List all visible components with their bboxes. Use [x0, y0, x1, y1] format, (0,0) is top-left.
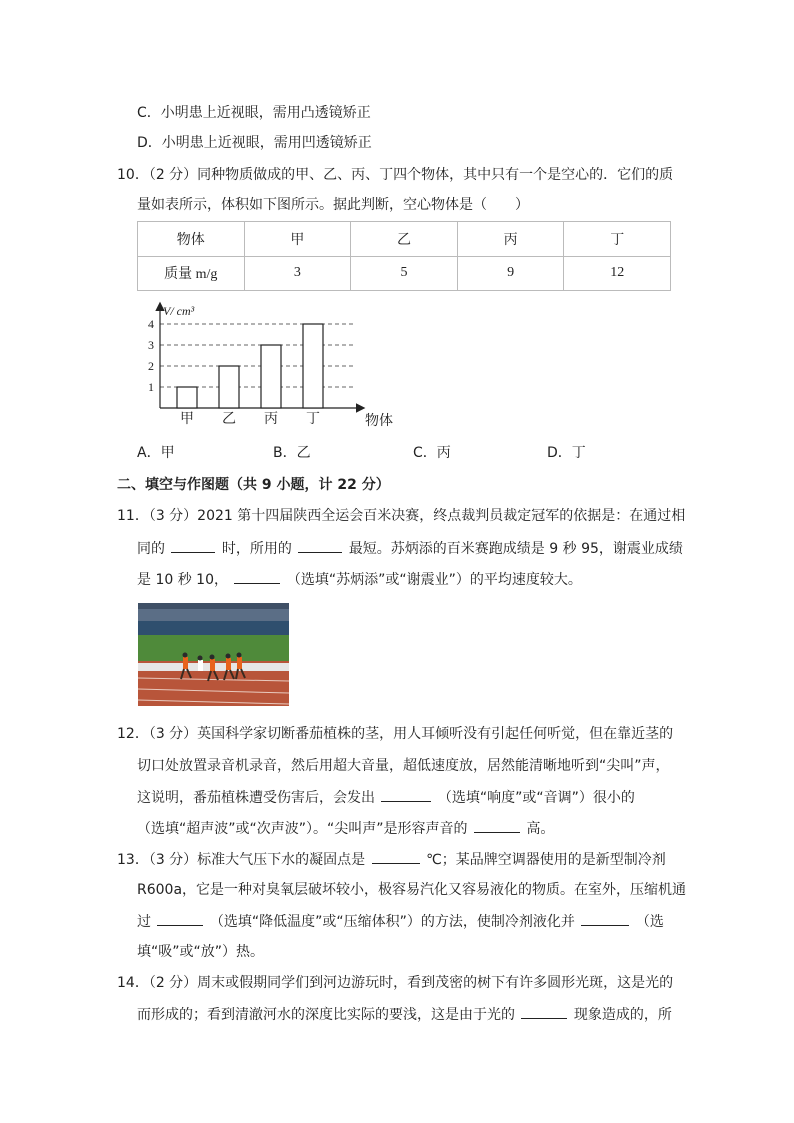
q12-line3: [137, 787, 635, 808]
q12-text: （选填“响度”或“音调”）很小的: [437, 790, 635, 806]
q11-line1: 11．（3 分）2021 第十四届陕西全运会百米决赛，终点裁判员裁定冠军的依据是：在通过相: [117, 508, 686, 524]
table-cell: 丙: [457, 222, 564, 257]
q13-line3: [137, 911, 664, 932]
q13-line2: R600a，它是一种对臭氧层破坏较小，极容易汽化又容易液化的物质。在室外，压缩机通: [137, 882, 687, 898]
y-axis-label: V/ cm³: [163, 304, 195, 318]
answer-blank[interactable]: [521, 1004, 567, 1019]
answer-blank[interactable]: [581, 911, 629, 926]
y-tick-label: 1: [148, 380, 154, 394]
q10-stem-line2: 量如表所示，体积如下图所示。据此判断，空心物体是（ ）: [137, 197, 529, 213]
table-row: [138, 222, 671, 257]
q10-option-a: A．甲: [137, 445, 175, 461]
q14-text: 现象造成的，所: [573, 1007, 672, 1023]
answer-blank[interactable]: [157, 911, 203, 926]
q13-text: 13．（3 分）标准大气压下水的凝固点是: [117, 852, 366, 868]
y-tick-label: 2: [148, 359, 154, 373]
q11-text: （选填“苏炳添”或“谢震业”）的平均速度较大。: [286, 572, 582, 588]
table-cell: 甲: [244, 222, 351, 257]
table-row: [138, 256, 671, 291]
q13-line4: 填“吸”或“放”）热。: [137, 944, 265, 960]
table-cell: 丁: [564, 222, 671, 257]
q12-line2: 切口处放置录音机录音，然后用超大音量，超低速度放，居然能清晰地听到“尖叫”声，: [137, 758, 670, 774]
table-cell: 物体: [138, 222, 245, 257]
q10-stem-line1: 10．（2 分）同种物质做成的甲、乙、丙、丁四个物体，其中只有一个是空心的．它们的质: [117, 167, 674, 183]
q11-line3: [137, 569, 582, 590]
q12-text: 高。: [526, 821, 555, 837]
answer-blank[interactable]: [298, 538, 342, 553]
q9-option-d: D．小明患上近视眼，需用凹透镜矫正: [137, 135, 372, 151]
q12-text: （选填“超声波”或“次声波”）。“尖叫声”是形容声音的: [137, 821, 468, 837]
answer-blank[interactable]: [171, 538, 215, 553]
bar: [177, 387, 197, 408]
table-cell: 乙: [351, 222, 458, 257]
y-tick-label: 4: [148, 317, 154, 331]
table-cell: 3: [244, 256, 351, 291]
q13-line1: [117, 849, 666, 870]
q13-text: （选填“降低温度”或“压缩体积”）的方法，使制冷剂液化并: [209, 914, 575, 930]
q13-text: ℃；某品牌空调器使用的是新型制冷剂: [426, 852, 666, 868]
q12-line4: [137, 818, 554, 839]
y-tick-label: 3: [148, 338, 154, 352]
q13-text: （选: [635, 914, 664, 930]
bar: [261, 345, 281, 408]
bar: [303, 324, 323, 408]
q14-text: 而形成的；看到清澈河水的深度比实际的要浅，这是由于光的: [137, 1007, 515, 1023]
q11-text: 同的: [137, 541, 165, 557]
answer-blank[interactable]: [234, 569, 280, 584]
x-tick-label: 甲: [180, 411, 194, 427]
table-cell: 5: [351, 256, 458, 291]
q13-text: 过: [137, 914, 151, 930]
q10-option-b: B．乙: [273, 445, 311, 461]
answer-blank[interactable]: [474, 818, 520, 833]
answer-blank[interactable]: [381, 787, 431, 802]
x-tick-label: 乙: [222, 411, 236, 427]
x-tick-label: 丙: [264, 411, 278, 427]
section-heading: 二、填空与作图题（共 9 小题，计 22 分）: [117, 477, 390, 493]
q10-option-d: D．丁: [547, 445, 586, 461]
x-tick-label: 丁: [306, 411, 320, 427]
bar: [219, 366, 239, 408]
table-cell: 9: [457, 256, 564, 291]
mass-table: [137, 221, 671, 291]
q12-text: 这说明，番茄植株遭受伤害后，会发出: [137, 790, 375, 806]
q14-line2: [137, 1004, 672, 1025]
q11-line2: [137, 538, 683, 559]
q11-text: 最短。苏炳添的百米赛跑成绩是 9 秒 95，谢震业成绩: [348, 541, 683, 557]
q11-text: 是 10 秒 10，: [137, 572, 228, 588]
q9-option-c: C．小明患上近视眼，需用凸透镜矫正: [137, 105, 371, 121]
q10-option-c: C．丙: [413, 445, 451, 461]
q12-line1: 12．（3 分）英国科学家切断番茄植株的茎，用人耳倾听没有引起任何听觉，但在靠近茎的: [117, 726, 674, 742]
answer-blank[interactable]: [372, 849, 420, 864]
race-photo: [138, 603, 289, 706]
q14-line1: 14．（2 分）周末或假期同学们到河边游玩时，看到茂密的树下有许多圆形光斑，这是光的: [117, 975, 674, 991]
volume-bar-chart: [135, 298, 405, 430]
q11-text: 时，所用的: [221, 541, 292, 557]
table-cell: 质量 m/g: [138, 256, 245, 291]
x-axis-label: 物体: [365, 413, 393, 429]
table-cell: 12: [564, 256, 671, 291]
